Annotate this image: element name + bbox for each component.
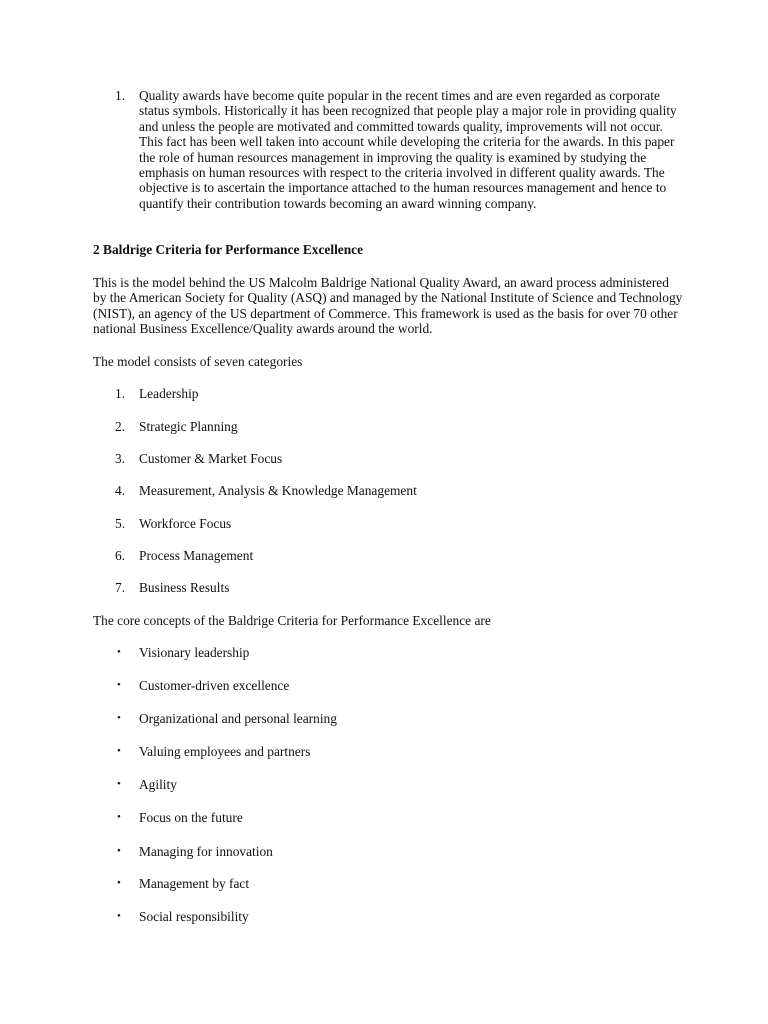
bullet-icon: •	[117, 811, 121, 823]
core-concepts-intro: The core concepts of the Baldrige Criteria for Performance Excellence are	[93, 613, 491, 628]
list-number: 7.	[115, 580, 126, 595]
list-number: 1.	[115, 386, 126, 401]
bullet-icon: •	[117, 910, 121, 922]
core-concept-label: Visionary leadership	[139, 645, 250, 660]
list-number: 5.	[115, 516, 126, 531]
list-number: 1.	[115, 88, 126, 103]
bullet-icon: •	[117, 646, 121, 658]
category-label: Business Results	[139, 580, 230, 595]
category-label: Strategic Planning	[139, 419, 238, 434]
category-label: Process Management	[139, 548, 254, 563]
core-concept-label: Organizational and personal learning	[139, 711, 337, 726]
model-intro: The model consists of seven categories	[93, 354, 303, 369]
list-number: 3.	[115, 451, 126, 466]
bullet-icon: •	[117, 877, 121, 889]
bullet-icon: •	[117, 712, 121, 724]
section-paragraph: This is the model behind the US Malcolm Baldrige National Quality Award, an award process administered by the American Society for Quality (ASQ) and managed by the National Institute of Science and Technology (NIST), an agency of the US department of Commerce. This framework is used as the basis for over 70 other national Business Excellence/Quality awards around the world.	[93, 275, 683, 337]
core-concept-label: Customer-driven excellence	[139, 678, 290, 693]
core-concept-label: Valuing employees and partners	[139, 744, 311, 759]
section-heading: 2 Baldrige Criteria for Performance Excellence	[93, 242, 364, 257]
bullet-icon: •	[117, 745, 121, 757]
core-concept-label: Social responsibility	[139, 909, 249, 924]
category-label: Measurement, Analysis & Knowledge Management	[139, 483, 417, 498]
bullet-icon: •	[117, 778, 121, 790]
list-number: 6.	[115, 548, 126, 563]
intro-paragraph: Quality awards have become quite popular in the recent times and are even regarded as corporate status symbols. Historically it has been recognized that people play a major role in providing quality and unless the people are motivated and committed towards quality, improvements will not occur. This fact has been well taken into account while developing the criteria for the awards. In this paper the role of human resources management in improving the quality is examined by studying the emphasis on human resources with respect to the criteria involved in different quality awards. The objective is to ascertain the importance attached to the human resources management and hence to quantify their contribution towards becoming an award winning company.	[139, 88, 677, 211]
core-concept-label: Managing for innovation	[139, 844, 273, 859]
list-number: 2.	[115, 419, 126, 434]
core-concept-label: Management by fact	[139, 876, 250, 891]
category-label: Customer & Market Focus	[139, 451, 283, 466]
core-concept-label: Agility	[139, 777, 177, 792]
bullet-icon: •	[117, 679, 121, 691]
category-label: Leadership	[139, 386, 199, 401]
category-label: Workforce Focus	[139, 516, 232, 531]
bullet-icon: •	[117, 845, 121, 857]
core-concept-label: Focus on the future	[139, 810, 243, 825]
list-number: 4.	[115, 483, 126, 498]
